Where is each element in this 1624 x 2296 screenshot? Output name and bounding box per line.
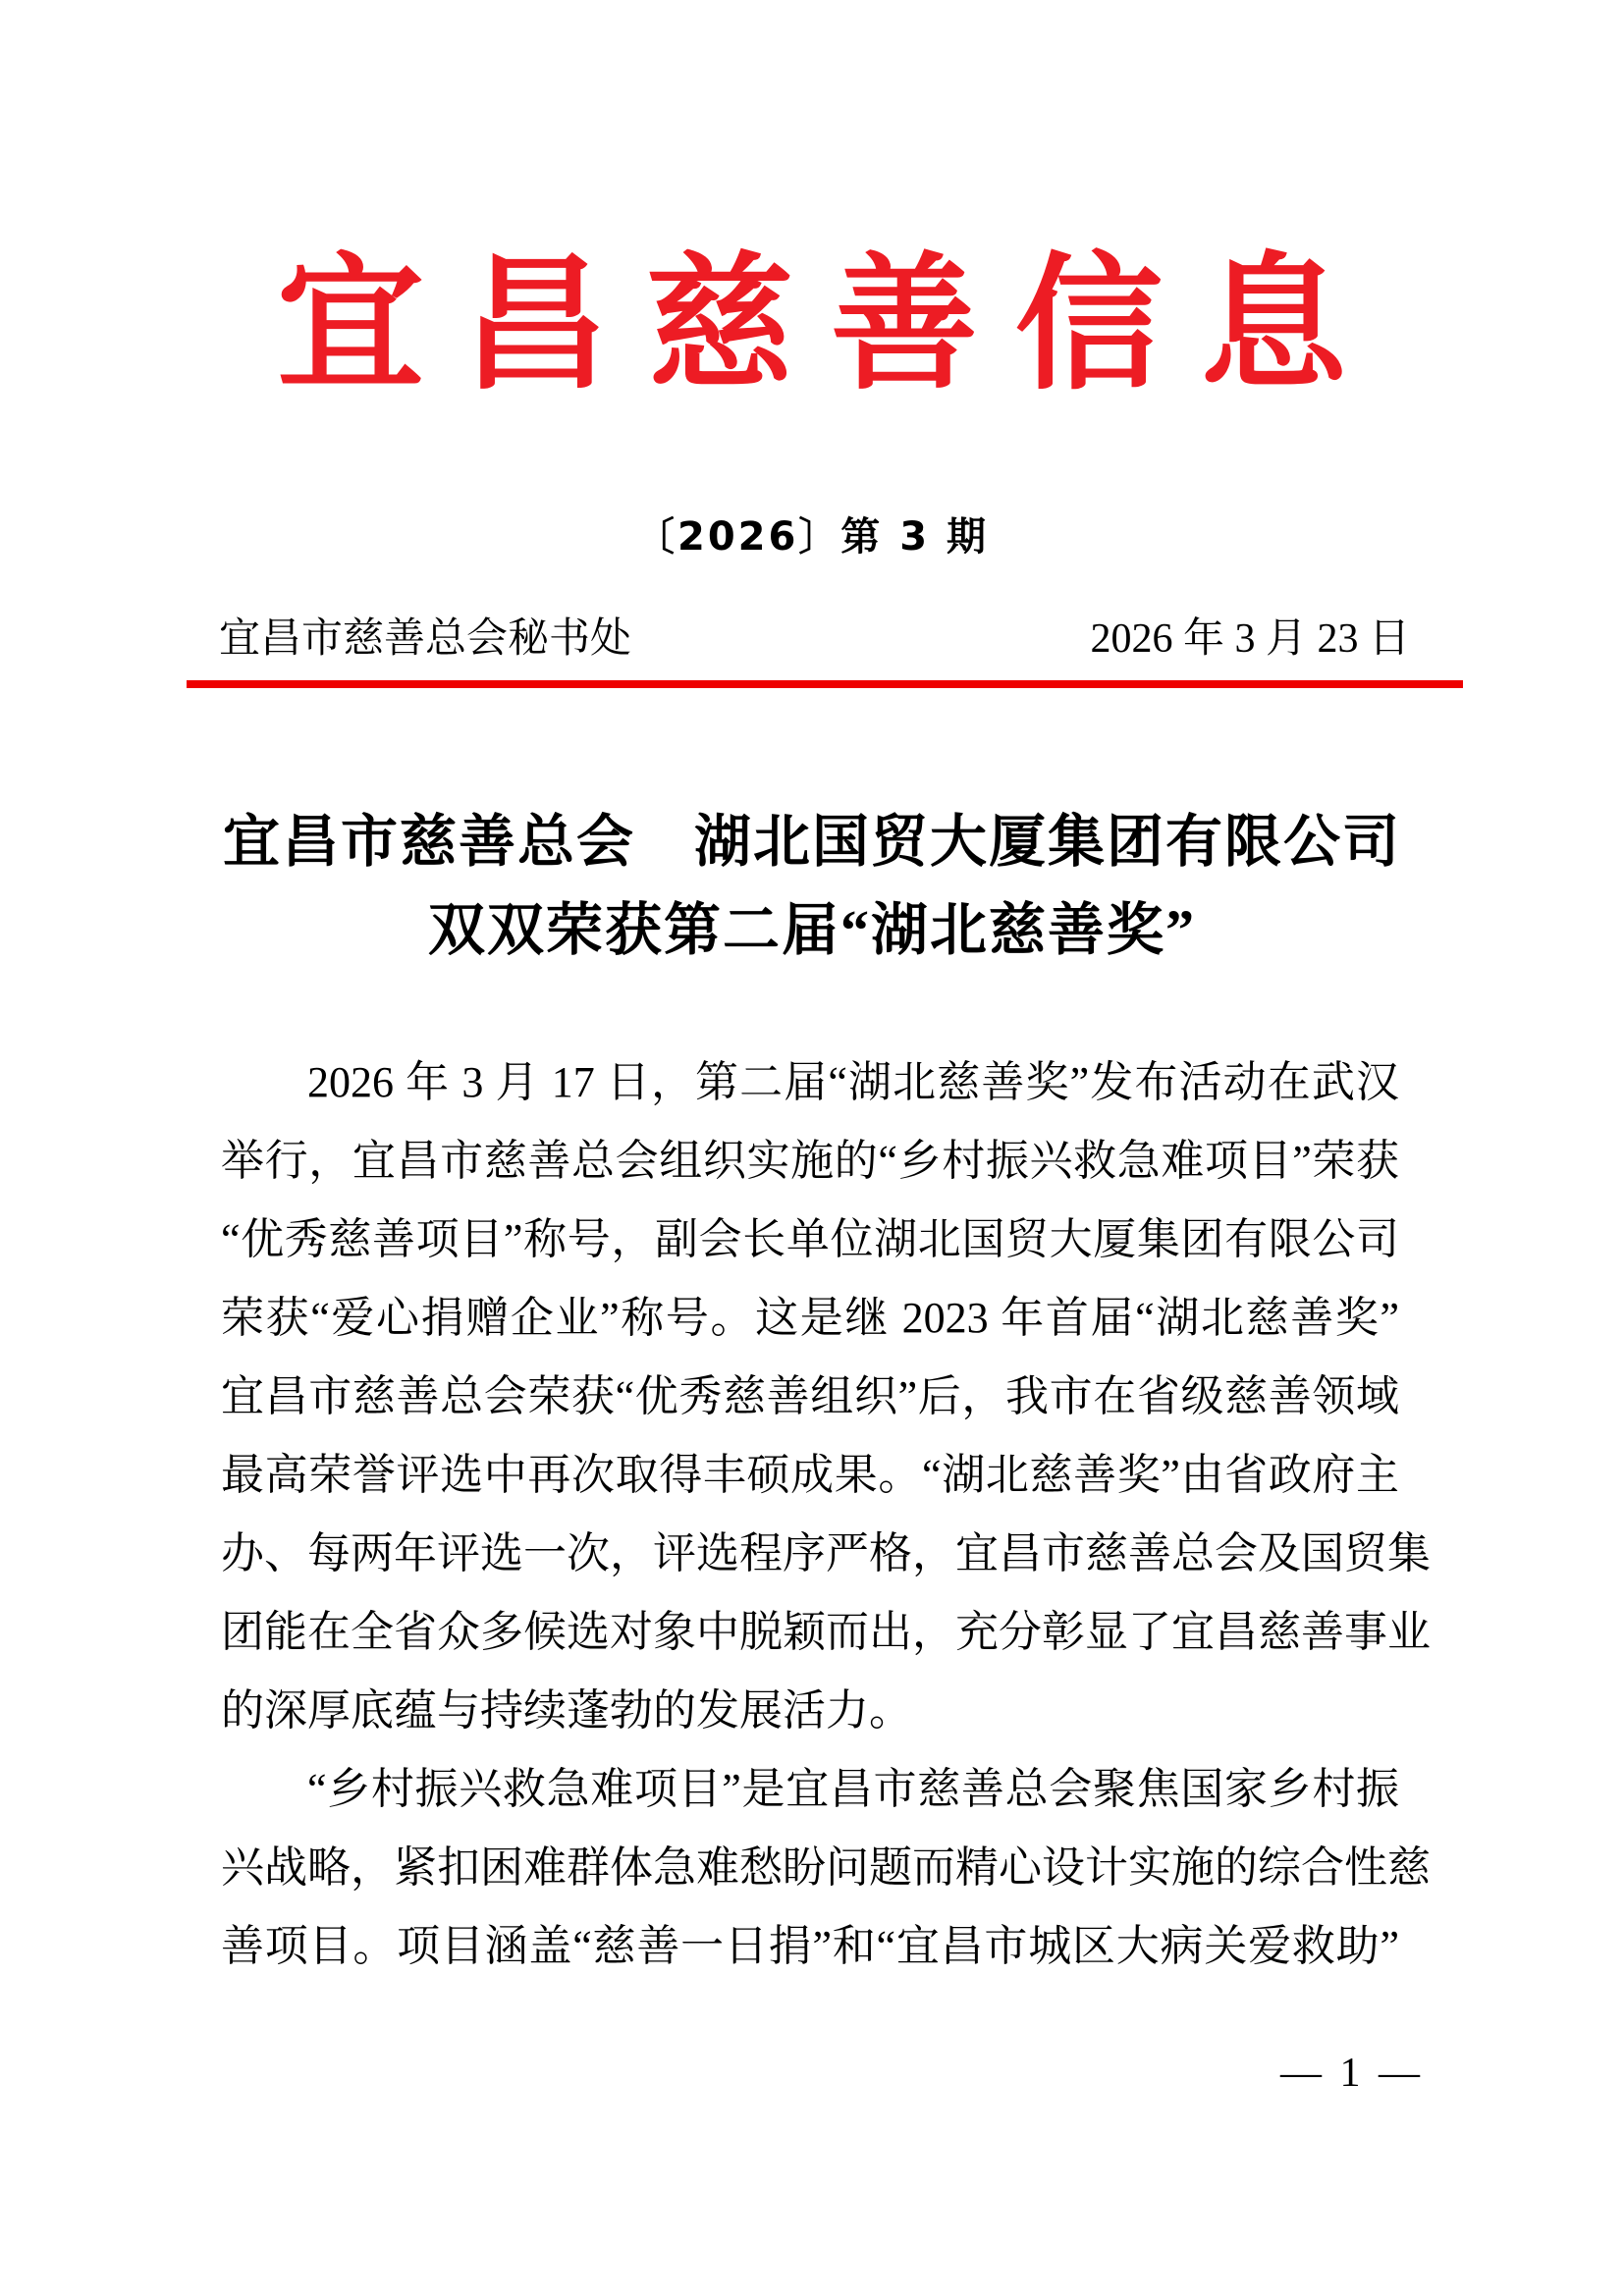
body-line: 善项目。项目涵盖“慈善一日捐”和“宜昌市城区大病关爱救助” [221,1922,1399,1970]
body-line: 举行，宜昌市慈善总会组织实施的“乡村振兴救急难项目”荣获 [221,1137,1399,1185]
body-line: 兴战略，紧扣困难群体急难愁盼问题而精心设计实施的综合性慈 [221,1843,1431,1892]
body-line: 2026 年 3 月 17 日，第二届“湖北慈善奖”发布活动在武汉 [307,1058,1399,1106]
body-line: 团能在全省众多候选对象中脱颖而出，充分彰显了宜昌慈善事业 [221,1608,1431,1656]
article-title [0,798,1624,975]
body-line: “优秀慈善项目”称号，副会长单位湖北国贸大厦集团有限公司 [221,1215,1399,1263]
body-line: 办、每两年评选一次，评选程序严格，宜昌市慈善总会及国贸集 [221,1529,1431,1577]
body-line: “乡村振兴救急难项目”是宜昌市慈善总会聚焦国家乡村振 [307,1765,1399,1813]
article-title-line2: 双双荣获第二届“湖北慈善奖” [427,898,1196,962]
issue-number-line: 〔2026〕第 3 期 [634,514,989,560]
body-line: 宜昌市慈善总会荣获“优秀慈善组织”后，我市在省级慈善领域 [221,1372,1399,1420]
publisher-row [219,614,1410,665]
body-line: 的深厚底蕴与持续蓬勃的发展活力。 [221,1686,912,1735]
article-body [221,1043,1431,1986]
article-title-line1: 宜昌市慈善总会 湖北国贸大厦集团有限公司 [222,810,1401,874]
red-divider-rule [187,680,1463,688]
publisher-name: 宜昌市慈善总会秘书处 [219,616,632,662]
issue-date: 2026 年 3 月 23 日 [1090,616,1410,662]
masthead-title: 宜昌慈善信息 [276,238,1384,410]
body-line: 荣获“爱心捐赠企业”称号。这是继 2023 年首届“湖北慈善奖” [221,1294,1399,1342]
body-line: 最高荣誉评选中再次取得丰硕成果。“湖北慈善奖”由省政府主 [221,1451,1399,1499]
page-number: — 1 — [1280,2051,1424,2096]
